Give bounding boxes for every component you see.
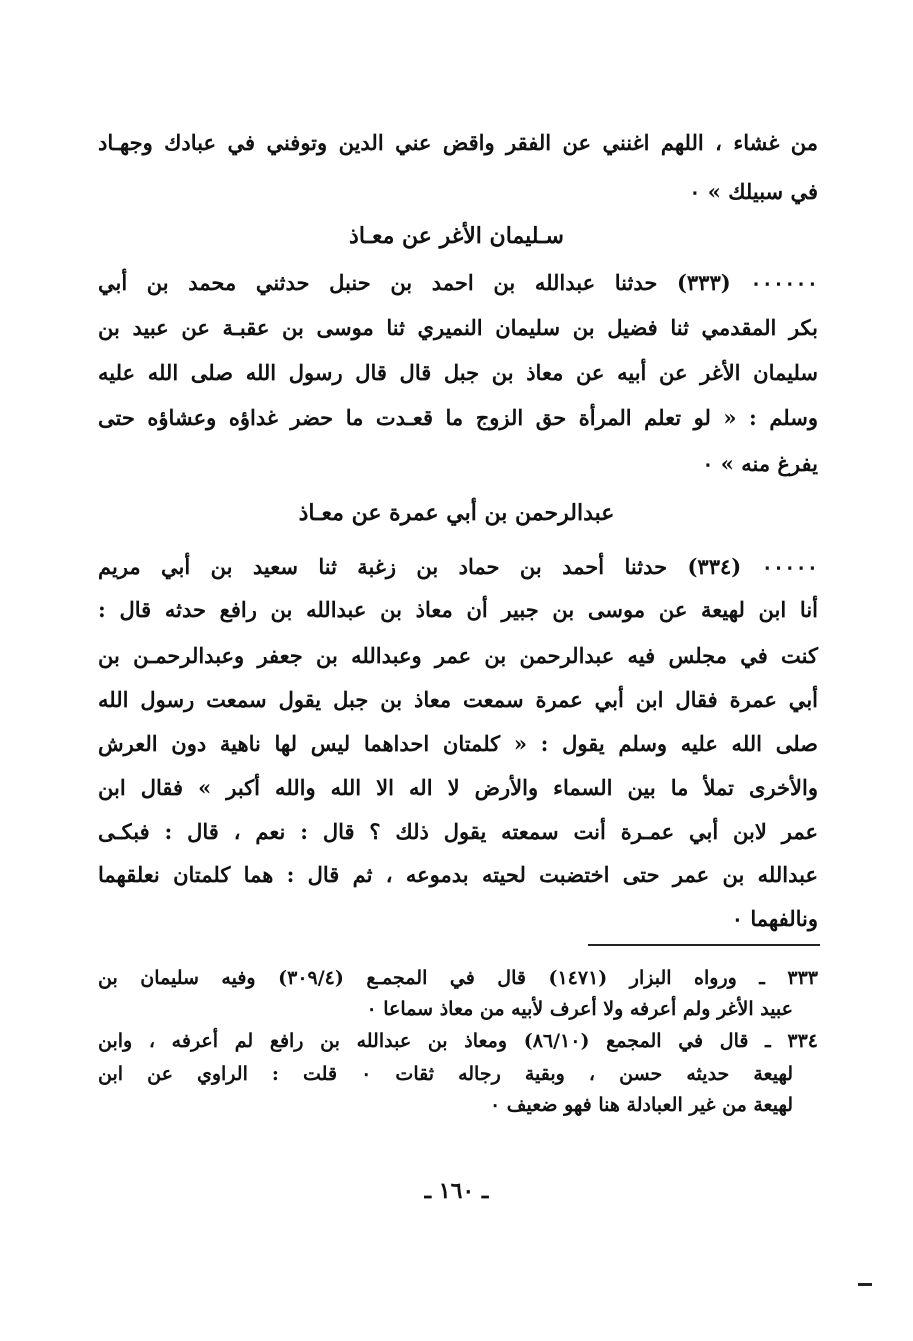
footnote-line: ٣٣٤ ـ قال في المجمع (٨٦/١٠) ومعاذ بن عبدالله بن رافع لم أعرفه ، وابن <box>98 1030 819 1052</box>
body-line: صلى الله عليه وسلم يقول : « كلمتان احداهما ليس لها ناهية دون العرش <box>98 731 818 756</box>
margin-mark <box>858 1283 872 1286</box>
body-line: من غشاء ، اللهم اغنني عن الفقر واقض عني الدين وتوفني في عبادك وجهـاد <box>98 130 818 155</box>
body-line: يفرغ منه » ٠ <box>702 451 818 476</box>
body-line: في سبيلك » ٠ <box>689 179 818 204</box>
footnote-line: عبيد الأغر ولم أعرفه ولا أعرف لأبيه من معاذ سماعا ٠ <box>366 998 793 1020</box>
body-line: بكر المقدمي ثنا فضيل بن سليمان النميري ثنا موسى بن عقبـة عن عبيد بن <box>98 315 818 340</box>
body-line: والأخرى تملأ ما بين السماء والأرض لا اله الا الله والله أكبر » فقال ابن <box>98 775 818 800</box>
body-line: ٠٠٠٠٠٠ (٣٣٣) حدثنا عبدالله بن احمد بن حنبل حدثني محمد بن أبي <box>98 270 818 295</box>
body-line: سليمان الأغر عن أبيه عن معاذ بن جبل قال قال رسول الله صلى الله عليه <box>98 360 818 385</box>
footnote-divider <box>588 944 820 946</box>
body-line: كنت في مجلس فيه عبدالرحمن بن عمر وعبدالله بن جعفر وعبدالرحمـن بن <box>98 643 818 668</box>
body-line: ونالفهما ٠ <box>731 906 818 931</box>
body-line: أنا ابن لهيعة عن موسى بن جبير أن معاذ بن عبدالله بن رافع حدثه قال : <box>98 597 818 622</box>
body-line: أبي عمرة فقال ابن أبي عمرة سمعت معاذ بن جبل يقول سمعت رسول الله <box>98 687 818 712</box>
body-line: عمر لابن أبي عمـرة أنت سمعته يقول ذلك ؟ قال : نعم ، قال : فبكـى <box>98 819 818 844</box>
page-number: ـ ١٦٠ ـ <box>424 1178 489 1204</box>
section-heading-abdulrahman: عبدالرحمن بن أبي عمرة عن معـاذ <box>298 500 615 526</box>
footnote-line: لهيعة حديثه حسن ، وبقية رجاله ثقات ٠ قلت : الراوي عن ابن <box>98 1063 793 1085</box>
body-line: وسلم : « لو تعلم المرأة حق الزوج ما قعـدت ما حضر غداؤه وعشاؤه حتى <box>98 405 818 430</box>
footnote-line: ٣٣٣ ـ ورواه البزار (١٤٧١) قال في المجمـع (٣٠٩/٤) وفيه سليمان بن <box>98 967 819 989</box>
body-line: ٠٠٠٠٠ (٣٣٤) حدثنا أحمد بن حماد بن زغبة ثنا سعيد بن أبي مريم <box>98 554 819 579</box>
body-line: عبدالله بن عمر حتى اختضبت لحيته بدموعه ، ثم قال : هما كلمتان نعلقهما <box>98 862 818 887</box>
section-heading-sulayman: سـليمان الأغر عن معـاذ <box>349 223 564 249</box>
footnote-line: لهيعة من غير العبادلة هنا فهو ضعيف ٠ <box>489 1094 793 1116</box>
